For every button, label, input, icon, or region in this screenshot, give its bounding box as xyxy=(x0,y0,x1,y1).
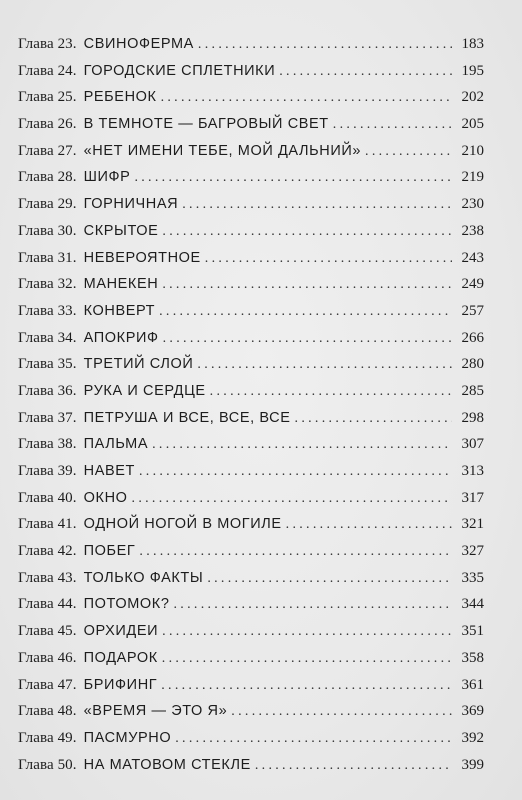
dot-leader xyxy=(134,170,452,186)
toc-entry xyxy=(18,757,484,784)
chapter-title: ПОБЕГ xyxy=(83,543,136,560)
page-number: 183 xyxy=(461,36,484,52)
chapter-label: Глава 26. xyxy=(18,116,77,133)
page-number: 219 xyxy=(461,169,484,186)
chapter-label: Глава 39. xyxy=(18,463,77,479)
page-number: 335 xyxy=(461,569,484,586)
chapter-label: Глава 25. xyxy=(18,89,77,106)
chapter-title: «ВРЕМЯ — ЭТО Я» xyxy=(83,703,228,720)
page-number: 238 xyxy=(461,222,484,239)
toc-entry xyxy=(18,63,484,90)
chapter-title: ГОРНИЧНАЯ xyxy=(83,196,179,213)
chapter-label: Глава 37. xyxy=(18,409,77,426)
chapter-label: Глава 31. xyxy=(18,249,77,266)
dot-leader xyxy=(162,651,452,667)
dot-leader xyxy=(182,197,452,213)
chapter-title: ОРХИДЕИ xyxy=(83,623,159,640)
dot-leader xyxy=(163,331,452,347)
toc-entry xyxy=(18,596,484,623)
page-number: 266 xyxy=(461,329,484,346)
toc-entry xyxy=(18,143,484,170)
page-number: 399 xyxy=(461,756,484,773)
dot-leader xyxy=(205,251,452,267)
chapter-title: НЕВЕРОЯТНОЕ xyxy=(83,249,201,266)
toc-entry xyxy=(18,330,484,357)
toc-entry xyxy=(18,383,484,410)
chapter-label: Глава 24. xyxy=(18,62,77,79)
chapter-title: БРИФИНГ xyxy=(83,676,158,693)
dot-leader xyxy=(286,517,452,533)
page-number: 205 xyxy=(461,116,484,133)
chapter-label: Глава 47. xyxy=(18,676,77,693)
page-number: 369 xyxy=(461,703,484,720)
chapter-label: Глава 28. xyxy=(18,169,77,186)
toc-entry xyxy=(18,223,484,250)
chapter-label: Глава 38. xyxy=(18,436,77,453)
toc-entry xyxy=(18,410,484,437)
dot-leader xyxy=(207,571,452,587)
toc-entry xyxy=(18,356,484,383)
toc-entry xyxy=(18,116,484,143)
dot-leader xyxy=(159,304,452,320)
chapter-title: СКРЫТОЕ xyxy=(83,222,159,239)
page-number: 202 xyxy=(461,89,484,106)
dot-leader xyxy=(333,117,452,133)
page-number: 313 xyxy=(461,463,484,479)
dot-leader xyxy=(295,411,452,427)
chapter-title: ПАСМУРНО xyxy=(83,729,172,746)
page-number: 317 xyxy=(461,489,484,506)
chapter-title: КОНВЕРТ xyxy=(83,302,156,319)
page-number: 230 xyxy=(461,196,484,213)
toc-entry xyxy=(18,303,484,330)
dot-leader xyxy=(152,437,452,453)
chapter-label: Глава 46. xyxy=(18,649,77,666)
chapter-title: РУКА И СЕРДЦЕ xyxy=(83,382,206,399)
chapter-title: ШИФР xyxy=(83,169,131,186)
chapter-title: ГОРОДСКИЕ СПЛЕТНИКИ xyxy=(83,62,276,79)
chapter-title: НА МАТОВОМ СТЕКЛЕ xyxy=(83,756,251,773)
chapter-title: ПОДАРОК xyxy=(83,649,158,666)
toc-entry xyxy=(18,196,484,223)
chapter-title: НАВЕТ xyxy=(83,463,135,479)
page-number: 392 xyxy=(461,729,484,746)
chapter-label: Глава 36. xyxy=(18,382,77,399)
chapter-label: Глава 33. xyxy=(18,302,77,319)
toc-entry xyxy=(18,650,484,677)
chapter-title: ОКНО xyxy=(83,489,128,506)
table-of-contents xyxy=(18,36,484,783)
page-number: 307 xyxy=(461,436,484,453)
chapter-title: ТРЕТИЙ СЛОЙ xyxy=(83,356,194,373)
dot-leader xyxy=(161,90,452,106)
dot-leader xyxy=(162,624,452,640)
chapter-label: Глава 49. xyxy=(18,729,77,746)
chapter-label: Глава 42. xyxy=(18,543,77,560)
chapter-label: Глава 50. xyxy=(18,756,77,773)
page-number: 344 xyxy=(461,596,484,613)
chapter-label: Глава 41. xyxy=(18,516,77,533)
chapter-label: Глава 32. xyxy=(18,276,77,293)
page-number: 210 xyxy=(461,142,484,159)
page-number: 321 xyxy=(461,516,484,533)
page-number: 195 xyxy=(461,62,484,79)
chapter-title: АПОКРИФ xyxy=(83,329,159,346)
chapter-title: СВИНОФЕРМА xyxy=(83,36,194,52)
toc-entry xyxy=(18,463,484,490)
toc-entry xyxy=(18,36,484,63)
chapter-label: Глава 45. xyxy=(18,623,77,640)
dot-leader xyxy=(279,64,452,80)
chapter-label: Глава 48. xyxy=(18,703,77,720)
chapter-title: ПОТОМОК? xyxy=(83,596,170,613)
chapter-label: Глава 30. xyxy=(18,222,77,239)
chapter-label: Глава 27. xyxy=(18,142,77,159)
page-number: 358 xyxy=(461,649,484,666)
toc-entry xyxy=(18,516,484,543)
dot-leader xyxy=(139,464,452,480)
toc-entry xyxy=(18,730,484,757)
page-number: 257 xyxy=(461,302,484,319)
page-number: 280 xyxy=(461,356,484,373)
chapter-label: Глава 40. xyxy=(18,489,77,506)
toc-entry xyxy=(18,623,484,650)
dot-leader xyxy=(161,678,452,694)
toc-entry xyxy=(18,250,484,277)
chapter-title: ПАЛЬМА xyxy=(83,436,149,453)
dot-leader xyxy=(365,144,452,160)
dot-leader xyxy=(162,277,452,293)
dot-leader xyxy=(198,37,452,53)
toc-entry xyxy=(18,89,484,116)
page-number: 243 xyxy=(461,249,484,266)
toc-entry xyxy=(18,490,484,517)
page-number: 298 xyxy=(461,409,484,426)
chapter-title: ПЕТРУША И ВСЕ, ВСЕ, ВСЕ xyxy=(83,409,291,426)
dot-leader xyxy=(197,357,452,373)
dot-leader xyxy=(162,224,452,240)
dot-leader xyxy=(175,731,452,747)
dot-leader xyxy=(231,704,452,720)
dot-leader xyxy=(210,384,452,400)
toc-entry xyxy=(18,703,484,730)
dot-leader xyxy=(174,597,453,613)
page-number: 351 xyxy=(461,623,484,640)
toc-entry xyxy=(18,436,484,463)
page-number: 285 xyxy=(461,382,484,399)
toc-entry xyxy=(18,276,484,303)
page-number: 327 xyxy=(461,543,484,560)
page-number: 361 xyxy=(461,676,484,693)
dot-leader xyxy=(255,758,452,774)
dot-leader xyxy=(139,544,452,560)
chapter-label: Глава 44. xyxy=(18,596,77,613)
chapter-title: В ТЕМНОТЕ — БАГРОВЫЙ СВЕТ xyxy=(83,116,329,133)
chapter-label: Глава 34. xyxy=(18,329,77,346)
chapter-title: ОДНОЙ НОГОЙ В МОГИЛЕ xyxy=(83,516,282,533)
chapter-label: Глава 35. xyxy=(18,356,77,373)
chapter-title: РЕБЕНОК xyxy=(83,89,157,106)
toc-entry xyxy=(18,543,484,570)
chapter-title: ТОЛЬКО ФАКТЫ xyxy=(83,569,204,586)
dot-leader xyxy=(132,491,452,507)
chapter-label: Глава 29. xyxy=(18,196,77,213)
chapter-title: «НЕТ ИМЕНИ ТЕБЕ, МОЙ ДАЛЬНИЙ» xyxy=(83,142,362,159)
toc-entry xyxy=(18,677,484,704)
chapter-label: Глава 43. xyxy=(18,569,77,586)
toc-entry xyxy=(18,570,484,597)
chapter-title: МАНЕКЕН xyxy=(83,276,159,293)
page-number: 249 xyxy=(461,276,484,293)
toc-entry xyxy=(18,169,484,196)
chapter-label: Глава 23. xyxy=(18,36,77,52)
